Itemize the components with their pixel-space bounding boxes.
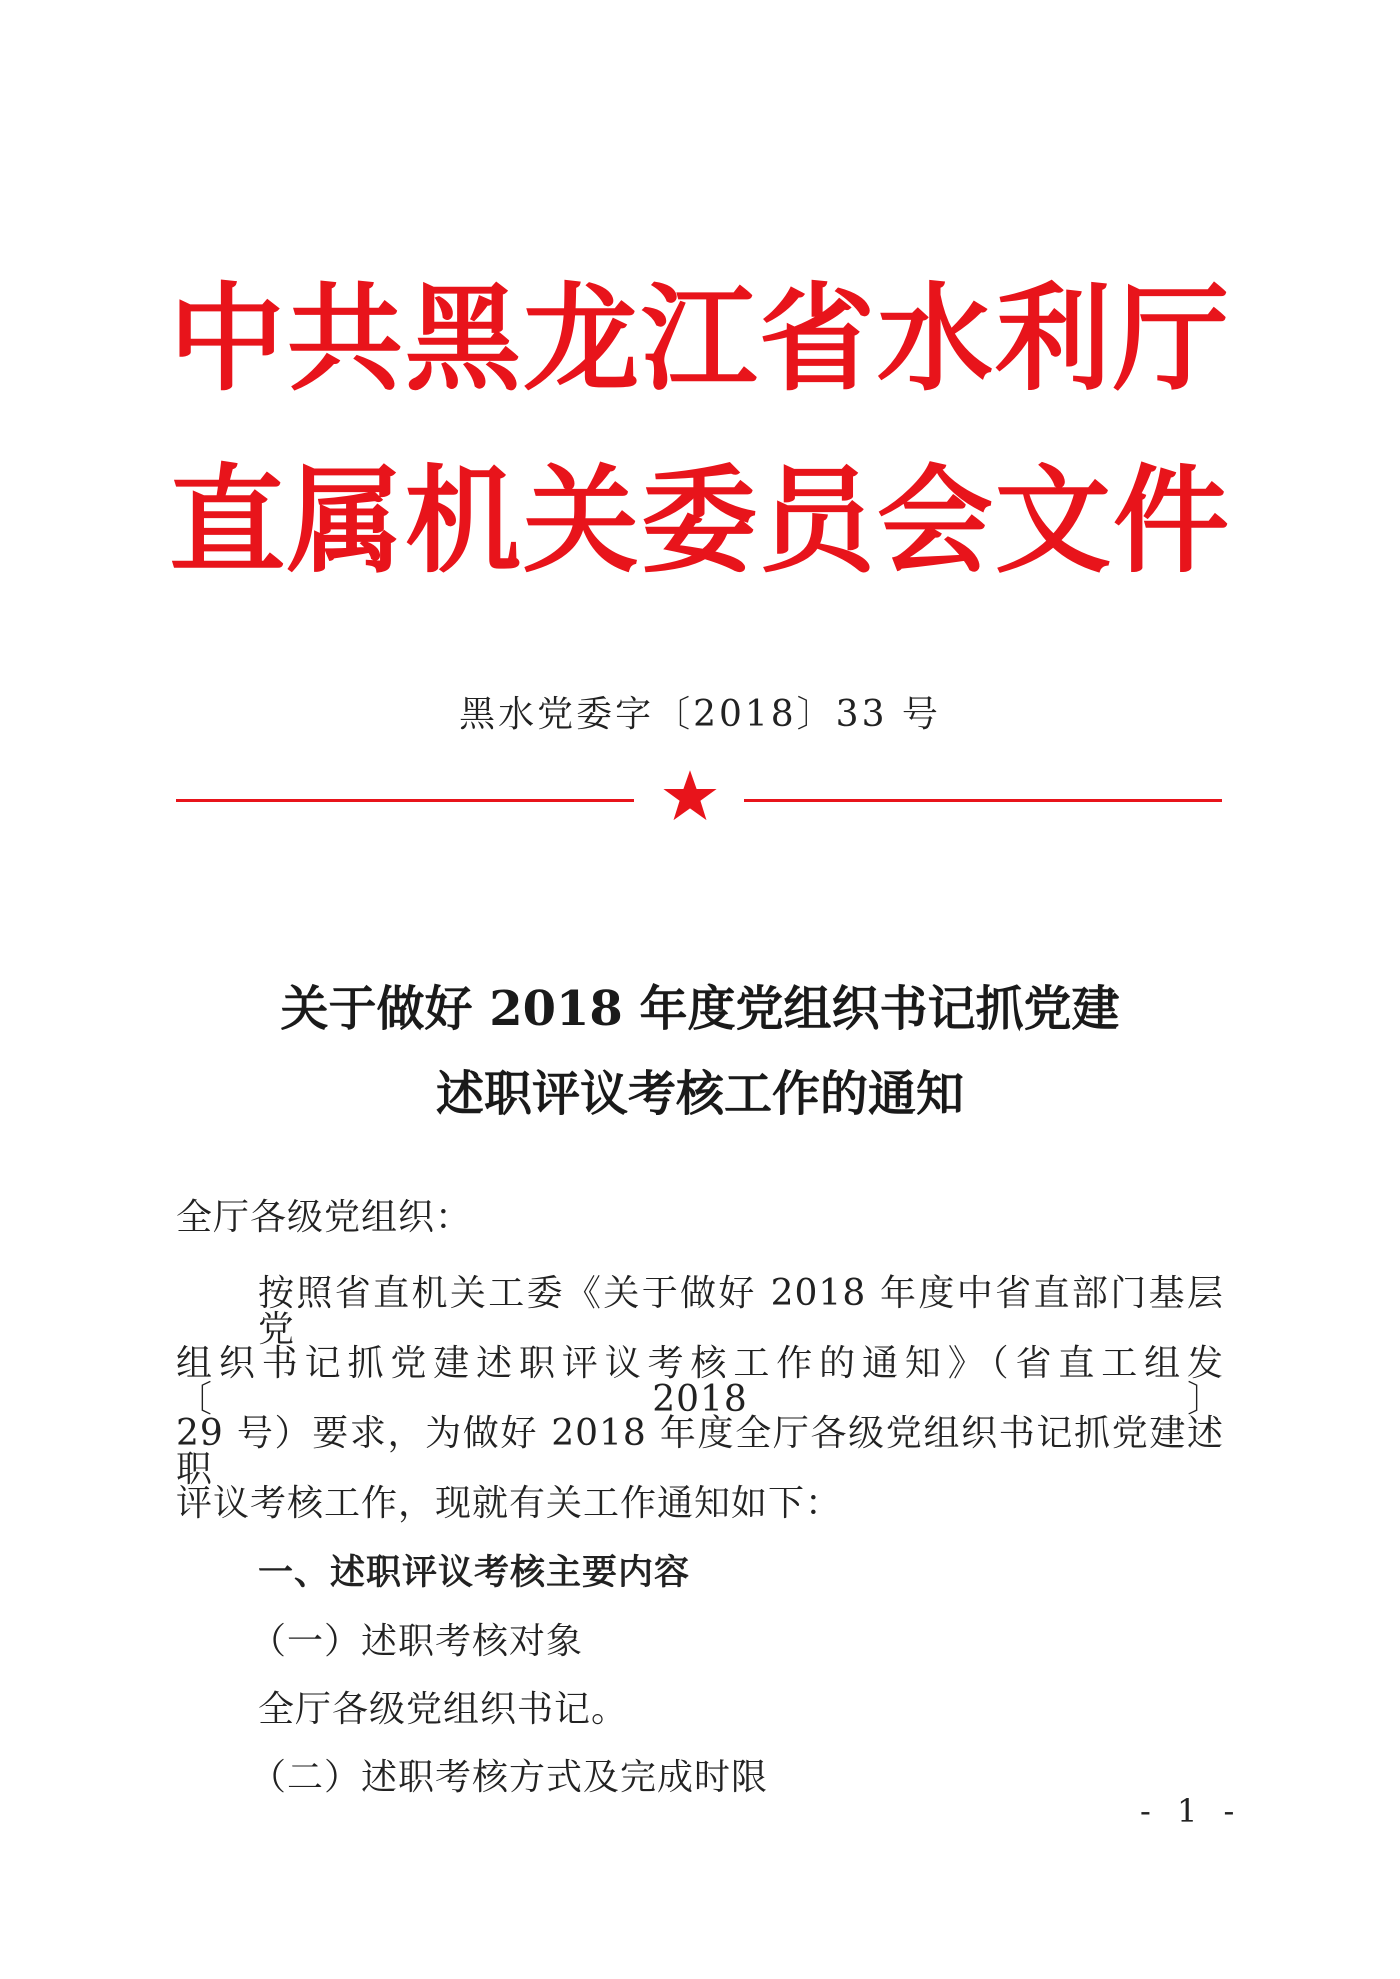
document-header-title-line-2: 直属机关委员会文件 [169,454,1231,589]
subsection-2-heading: （二）述职考核方式及完成时限 [250,1757,769,1798]
document-header-title-line-1: 中共黑龙江省水利厅 [169,272,1231,407]
paragraph-line-1: 按照省直机关工委《关于做好 2018 年度中省直部门基层党 [258,1273,1224,1350]
star-icon [662,768,718,824]
paragraph-line-3: 29 号）要求，为做好 2018 年度全厅各级党组织书记抓党建述职 [176,1413,1224,1490]
notice-title-line-1: 关于做好 2018 年度党组织书记抓党建 [280,981,1120,1037]
red-divider-right [744,799,1222,802]
subsection-1-text: 全厅各级党组织书记。 [258,1689,629,1730]
page-number: - 1 - [1140,1792,1243,1830]
subsection-1-heading: （一）述职考核对象 [250,1621,584,1662]
notice-title-line-2: 述职评议考核工作的通知 [435,1066,964,1122]
red-divider-left [176,799,634,802]
section-1-heading: 一、述职评议考核主要内容 [258,1553,691,1593]
document-number: 黑水党委字〔2018〕33 号 [459,694,941,735]
salutation: 全厅各级党组织： [176,1197,473,1238]
paragraph-line-4: 评议考核工作，现就有关工作通知如下： [176,1483,843,1524]
paragraph-line-2: 组织书记抓党建述职评议考核工作的通知》（省直工组发〔2018〕 [176,1343,1224,1420]
